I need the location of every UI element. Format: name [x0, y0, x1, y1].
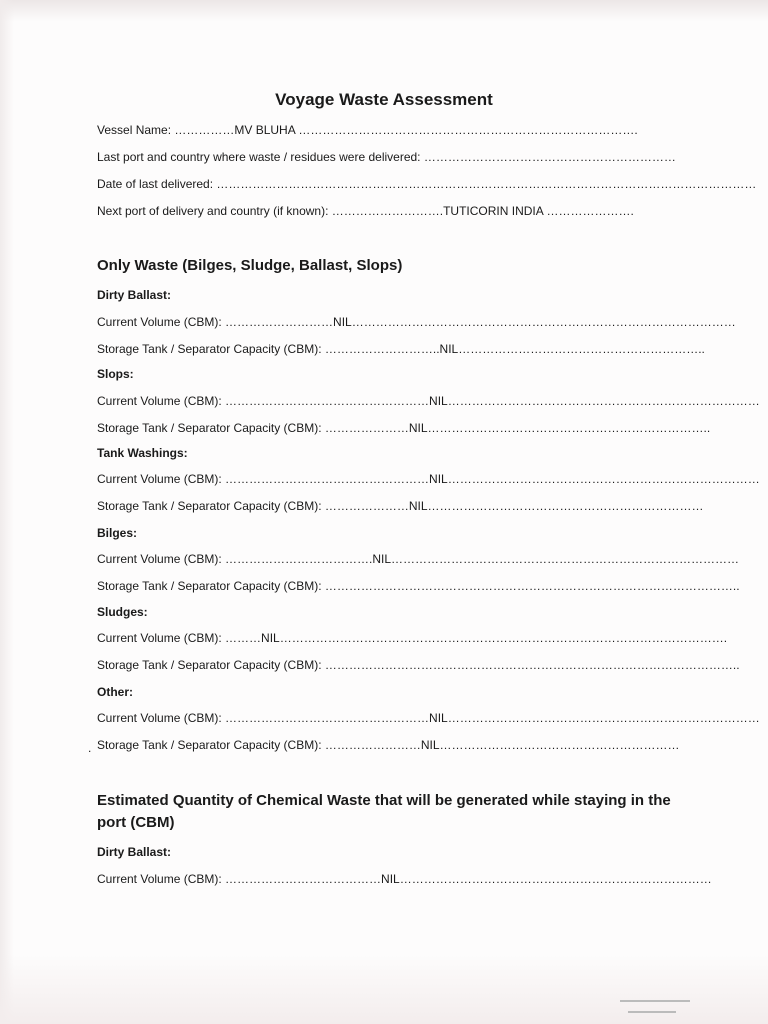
tank-washings-volume-field: Current Volume (CBM): ……………………………………………NIL……………………………………………………………………	[97, 472, 760, 486]
chemical-dirty-ballast-volume-field: Current Volume (CBM): …………………………………NIL……………………………………………………………………	[97, 872, 712, 886]
slops-volume-field: Current Volume (CBM): ……………………………………………NIL……………………………………………………………………	[97, 394, 760, 408]
section-chemical-waste-heading: Estimated Quantity of Chemical Waste that will be generated while staying in the port (CBM)	[97, 792, 671, 831]
scan-shadow-bottom	[0, 954, 768, 1024]
dirty-ballast-capacity-field: Storage Tank / Separator Capacity (CBM): ………………………..NIL……………………………………………………..	[97, 342, 705, 356]
other-volume-field: Current Volume (CBM): ……………………………………………NIL……………………………………………………………………	[97, 711, 760, 725]
section-only-waste-heading: Only Waste (Bilges, Sludge, Ballast, Slops)	[97, 257, 403, 274]
other-capacity-field: Storage Tank / Separator Capacity (CBM): ……………………NIL……………………………………………………	[97, 738, 680, 752]
group-label-bilges: Bilges:	[97, 526, 138, 540]
group-label-dirty-ballast: Dirty Ballast:	[97, 288, 172, 302]
bilges-capacity-field: Storage Tank / Separator Capacity (CBM): …………………………………………………………………………………………..	[97, 579, 740, 593]
document-title: Voyage Waste Assessment	[275, 90, 493, 109]
scan-shadow-top	[0, 0, 768, 22]
slops-capacity-field: Storage Tank / Separator Capacity (CBM): …………………NIL……………………………………………………………..	[97, 421, 711, 435]
vessel-name-field: Vessel Name: ……………MV BLUHA ………………………………………………………………………….	[97, 123, 638, 137]
last-port-field: Last port and country where waste / residues were delivered: ………………………………………………………	[97, 150, 676, 164]
scanner-footer-mark-2	[628, 1011, 676, 1013]
bilges-volume-field: Current Volume (CBM): ……………………………….NIL……………………………………………………………………………	[97, 552, 740, 566]
last-delivery-date-field: Date of last delivered: ………………………………………………………………………………………………………………………	[97, 177, 757, 191]
group-label-slops: Slops:	[97, 367, 134, 381]
group-label-tank-washings: Tank Washings:	[97, 446, 188, 460]
scanner-footer-mark	[620, 1000, 690, 1002]
group-label-sludges: Sludges:	[97, 605, 148, 619]
stray-dot-mark: .	[88, 741, 92, 755]
scan-shadow-left	[0, 0, 14, 1024]
next-port-field: Next port of delivery and country (if known): ……………………….TUTICORIN INDIA ………………….	[97, 204, 634, 218]
group-label-other: Other:	[97, 685, 133, 699]
sludges-volume-field: Current Volume (CBM): ………NIL………………………………………………………………………………………………….	[97, 631, 728, 645]
dirty-ballast-volume-field: Current Volume (CBM): ………………………NIL……………………………………………………………………………………	[97, 315, 736, 329]
chemical-group-label-dirty-ballast: Dirty Ballast:	[97, 845, 172, 859]
tank-washings-capacity-field: Storage Tank / Separator Capacity (CBM): …………………NIL……………………………………………………………	[97, 499, 704, 513]
sludges-capacity-field: Storage Tank / Separator Capacity (CBM): …………………………………………………………………………………………..	[97, 658, 740, 672]
